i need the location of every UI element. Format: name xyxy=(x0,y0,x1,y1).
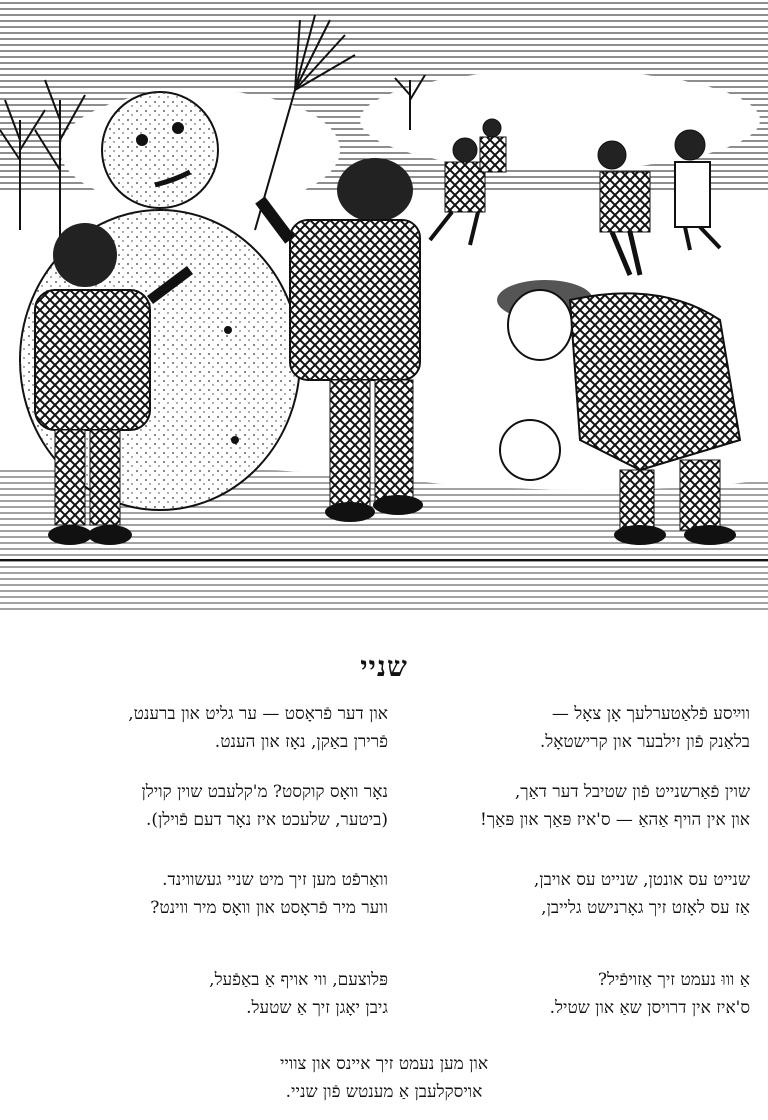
stanza-5 xyxy=(410,866,750,922)
stanza-1 xyxy=(410,700,750,756)
stanza-line: פֿרירן באַקן, נאָז און הענט. xyxy=(214,732,388,752)
stanza-8 xyxy=(48,966,388,1022)
stanza-line: שוין פֿאַרשנייט פֿון שטיבל דער דאַך, xyxy=(514,782,750,802)
stanza-line: און אין הויף אַהאַ — ס'איז פּאַך און פּאַך! xyxy=(479,810,750,830)
stanza-line: גיבן יאָגן זיך אַ שטעל. xyxy=(246,998,388,1018)
stanza-line: אויסקלעבן אַ מענטש פֿון שניי. xyxy=(285,1082,483,1102)
stanza-6 xyxy=(48,866,388,922)
final-stanza xyxy=(0,1050,768,1106)
stanza-line: ווער מיר פֿראָסט און וואָס מיר ווינט? xyxy=(150,898,388,918)
stanza-3 xyxy=(410,778,750,834)
stanza-line: אַז עס לאָזט זיך גאָרנישט גלייבן, xyxy=(541,898,750,918)
stanza-2 xyxy=(48,700,388,756)
stanza-line: (ביטער, שלעכט איז נאָר דעם פֿוילן). xyxy=(145,810,388,830)
stanza-line: און מען נעמט זיך איינס און צוויי xyxy=(279,1054,489,1074)
stanza-line: שנייט עס אונטן, שנייט עס אויבן, xyxy=(533,870,750,890)
stanza-line: און דער פֿראָסט — ער גליט און ברענט, xyxy=(128,704,388,724)
stanza-line: אַ וווּ נעמט זיך אַזויפֿיל? xyxy=(597,970,750,990)
stanza-line: ווײַסע פֿלאַטערלעך אָן צאָל — xyxy=(551,704,750,724)
stanza-line: ס'איז אין דרויסן שאַ און שטיל. xyxy=(549,998,750,1018)
stanza-line: בלאַנק פֿון זילבער און קרישטאָל. xyxy=(539,732,750,752)
stanza-7 xyxy=(410,966,750,1022)
poem-title: שניי xyxy=(360,650,408,683)
stanza-line: פּלוצעם, ווי אויף אַ באַפֿעל, xyxy=(209,970,388,990)
stanza-4 xyxy=(48,778,388,834)
stanza-line: וואַרפֿט מען זיך מיט שניי געשווינד. xyxy=(162,870,388,890)
stanza-line: נאָר וואָס קוקסט? מ'קלעבט שוין קוילן xyxy=(141,782,388,802)
